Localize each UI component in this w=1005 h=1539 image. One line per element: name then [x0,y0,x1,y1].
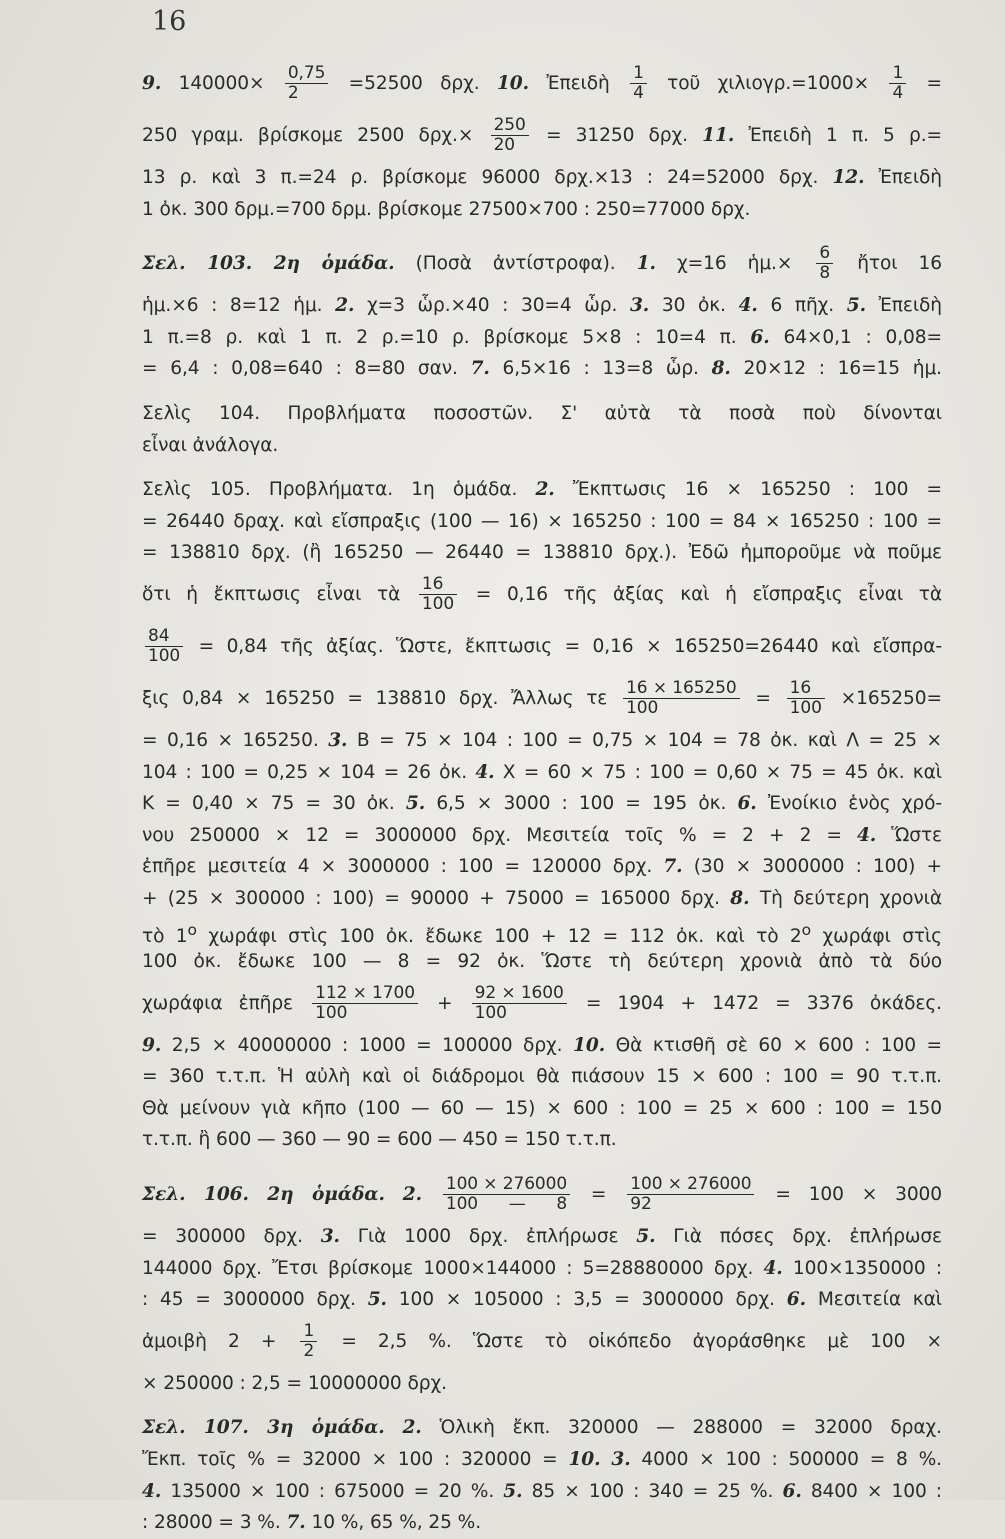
exercise-number: 3. [611,1449,631,1471]
text-line: Θὰ μείνουν γιὰ κῆπο (100 — 60 — 15) × 600 : 100 = 25 × 600 : 100 = 150 [142,1097,942,1119]
text-line: = 138810 δρχ. (ἢ 165250 — 26440 = 138810 δρχ.). Ἐδῶ ἠμποροῦμε νὰ ποῦμε [142,542,942,564]
exercise-number: 6. [737,793,757,815]
text-line: 250 γραμ. βρίσκομε 2500 δρχ.× $\frac{250}{20}$ = 31250 δρχ. 11. Ἐπειδὴ 1 π. 5 ρ.= [142,115,942,155]
text-line: : 28000 = 3 %. 7. 10 %, 65 %, 25 %. [142,1512,482,1534]
text-line: Σελ. 103. 2η ὁμάδα. (Ποσὰ ἀντίστροφα). 1. χ=16 ἡμ.× $\frac{6}{8}$ ἤτοι 16 [142,243,942,284]
fraction: $\frac{250}{20}$ [491,116,529,155]
page-body [142,58,942,1539]
text-line: 104 : 100 = 0,25 × 104 = 26 ὀκ. 4. Χ = 60 × 75 : 100 = 0,60 × 75 = 45 ὀκ. καὶ [142,761,942,783]
fraction: $\frac{92 \times 1600}{100}$ [472,984,567,1023]
fraction: $\frac{6}{8}$ [816,244,833,283]
exercise-number: 11. [702,125,735,146]
text-line: νου 250000 × 12 = 3000000 δρχ. Μεσιτεία τοῖς % = 2 + 2 = 4. Ὥστε [142,824,942,846]
exercise-number: 4. [738,295,758,317]
exercise-number: 10. [568,1449,601,1471]
text-line: = 360 τ.τ.π. Ἡ αὐλὴ καὶ οἱ διάδρομοι θὰ πιάσουν 15 × 600 : 100 = 90 τ.τ.π. [142,1066,942,1088]
exercise-number: 3. [328,729,348,751]
text-line: 144000 δρχ. Ἔτσι βρίσκομε 1000×144000 : 5=28880000 δρχ. 4. 100×1350000 : [142,1257,942,1279]
exercise-number: 9. [142,1034,162,1056]
fraction: $\frac{1}{4}$ [889,64,906,103]
exercise-number: 7. [286,1512,306,1534]
exercise-number: 4. [763,1257,783,1279]
text-line: εἶναι ἀνάλογα. [142,434,279,456]
text-line: ἡμ.×6 : 8=12 ἡμ. 2. χ=3 ὧρ.×40 : 30=4 ὧρ. 3. 30 ὀκ. 4. 6 πῆχ. 5. Ἐπειδὴ [142,295,942,317]
text-line: ὅτι ἡ ἔκπτωσις εἶναι τὰ $\frac{16}{100}$ = 0,16 τῆς ἀξίας καὶ ἡ εἴσπραξις εἶναι τὰ [142,573,942,614]
page-number: 16 [152,6,187,37]
text-line: Ἔκπ. τοῖς % = 32000 × 100 : 320000 = 10. 3. 4000 × 100 : 500000 = 8 %. [142,1449,942,1471]
fraction: $\frac{16}{100}$ [419,575,457,614]
text-line: Σελ. 107. 3η ὁμάδα. 2. Ὁλικὴ ἔκπ. 320000 — 288000 = 32000 δραχ. [142,1417,942,1439]
text-line: + (25 × 300000 : 100) = 90000 + 75000 = 165000 δρχ. 8. Τὴ δεύτερη χρονιὰ [142,887,942,909]
exercise-number: 8. [711,358,731,380]
text-line: 13 ρ. καὶ 3 π.=24 ρ. βρίσκομε 96000 δρχ.×13 : 24=52000 δρχ. 12. Ἐπειδὴ [142,167,942,188]
text-line: $\frac{84}{100}$ = 0,84 τῆς ἀξίας. Ὥστε, ἔκπτωσις = 0,16 × 165250=26440 καὶ εἴσπρα- [142,621,942,673]
section-heading: Σελ. 107. 3η ὁμάδα. [142,1417,385,1439]
fraction: $\frac{112 \times 1700}{100}$ [312,984,418,1023]
exercise-number: 6. [750,326,770,348]
text-line: τ.τ.π. ἢ 600 — 360 — 90 = 600 — 450 = 150 τ.τ.π. [142,1129,617,1151]
text-line: 1 π.=8 ρ. καὶ 1 π. 2 ρ.=10 ρ. βρίσκομε 5×8 : 10=4 π. 6. 64×0,1 : 0,08= [142,326,942,348]
fraction: $\frac{100 \times 276000}{100 — 8}$ [443,1175,570,1214]
section-heading: Σελ. 106. 2η ὁμάδα. [142,1184,385,1206]
exercise-number: 12. [832,167,865,188]
text-line: τὸ $1^o$ χωράφι στὶς 100 ὀκ. ἔδωκε 100 + 12 = 112 ὀκ. καὶ τὸ $2^o$ χωράφι στὶς [142,920,942,947]
text-line: = 26440 δραχ. καὶ εἴσπραξις (100 — 16) × 165250 : 100 = 84 × 165250 : 100 = [142,510,942,532]
fraction: $\frac{100 \times 276000}{92}$ [627,1175,754,1214]
exercise-number: 7. [470,358,490,380]
exercise-number: 5. [846,295,866,317]
text-line: = 300000 δρχ. 3. Γιὰ 1000 δρχ. ἐπλήρωσε 5. Γιὰ πόσες δρχ. ἐπλήρωσε [142,1226,942,1248]
exercise-number: 8. [730,887,750,909]
text-line: Σελ. 106. 2η ὁμάδα. 2. $\frac{100 \times 276000}{100 — 8}$ = $\frac{100 \times 276000}{92}$ = 100 × 3000 [142,1174,943,1215]
exercise-number: 5. [405,793,426,815]
text-line: = 0,16 × 165250. 3. Β = 75 × 104 : 100 = 0,75 × 104 = 78 ὀκ. καὶ Λ = 25 × [142,729,942,751]
exercise-number: 4. [142,1480,162,1502]
fraction: $\frac{84}{100}$ [145,627,183,666]
text-line: Σελὶς 105. Προβλήματα. 1η ὁμάδα. 2. Ἔκπτωσις 16 × 165250 : 100 = [142,479,943,501]
text-line: ξις 0,84 × 165250 = 138810 δρχ. Ἄλλως τε $\frac{16 \times 165250}{100}$ = $\frac{16}{100}$ ×165250= [142,677,942,718]
text-line: × 250000 : 2,5 = 10000000 δρχ. [142,1372,447,1394]
exercise-number: 4. [856,824,877,846]
exercise-number: 7. [663,856,683,878]
exercise-number: 10. [573,1034,606,1056]
exercise-number: 4. [475,761,495,783]
exercise-number: 10. [496,73,530,94]
exercise-number: 2. [402,1417,422,1439]
text-line: χωράφια ἐπῆρε $\frac{112 \times 1700}{100}$ + $\frac{92 \times 1600}{100}$ = 1904 + 1472 = 3376 ὀκάδες. [142,982,942,1023]
fraction: $\frac{1}{2}$ [300,1322,317,1361]
exercise-number: 1. [636,253,656,275]
exercise-number: 2. [335,295,355,317]
exercise-number: 6. [786,1289,806,1311]
exercise-number: 5. [636,1226,656,1248]
text-line: = 6,4 : 0,08=640 : 8=80 σαν. 7. 6,5×16 : 13=8 ὧρ. 8. 20×12 : 16=15 ἡμ. [142,358,942,380]
fraction: $\frac{16 \times 165250}{100}$ [623,679,739,718]
exercise-number: 3. [629,295,650,317]
section-heading: Σελ. 103. 2η ὁμάδα. [142,253,395,275]
fraction: $\frac{0,75}{2}$ [285,64,328,103]
text-line: : 45 = 3000000 δρχ. 5. 100 × 105000 : 3,5 = 3000000 δρχ. 6. Μεσιτεία καὶ [142,1289,942,1311]
exercise-number: 2. [535,479,555,501]
exercise-number: 3. [320,1226,340,1248]
text-line: 1 ὀκ. 300 δρμ.=700 δρμ. βρίσκομε 27500×700 : 250=77000 δρχ. [142,198,751,220]
text-line: Σελὶς 104. Προβλήματα ποσοστῶν. Σ' αὐτὰ τὰ ποσὰ ποὺ δίνονται [142,402,942,424]
text-line: 100 ὀκ. ἔδωκε 100 — 8 = 92 ὀκ. Ὥστε τὴ δεύτερη χρονιὰ ἀπὸ τὰ δύο [142,951,942,973]
exercise-number: 2. [402,1184,422,1206]
text-line: Κ = 0,40 × 75 = 30 ὀκ. 5. 6,5 × 3000 : 100 = 195 ὀκ. 6. Ἐνοίκιο ἑνὸς χρό- [142,793,942,815]
exercise-number: 5. [503,1480,523,1502]
exercise-number: 9. [142,73,162,94]
text-line: 9. 140000× $\frac{0,75}{2}$ =52500 δρχ. 10. Ἐπειδὴ $\frac{1}{4}$ τοῦ χιλιογρ.=1000× $\frac{1}{4}$ = [142,63,943,103]
fraction: $\frac{1}{4}$ [630,64,647,103]
text-line: 4. 135000 × 100 : 675000 = 20 %. 5. 85 × 100 : 340 = 25 %. 6. 8400 × 100 : [142,1480,942,1502]
fraction: $\frac{16}{100}$ [787,679,825,718]
text-line: ἀμοιβὴ 2 + $\frac{1}{2}$ = 2,5 %. Ὥστε τὸ οἰκόπεδο ἀγοράσθηκε μὲ 100 × [142,1320,942,1361]
text-line: 9. 2,5 × 40000000 : 1000 = 100000 δρχ. 10. Θὰ κτισθῆ σὲ 60 × 600 : 100 = [142,1034,942,1056]
text-line: ἐπῆρε μεσιτεία 4 × 3000000 : 100 = 120000 δρχ. 7. (30 × 3000000 : 100) + [142,856,942,878]
exercise-number: 5. [367,1289,387,1311]
exercise-number: 6. [782,1480,802,1502]
